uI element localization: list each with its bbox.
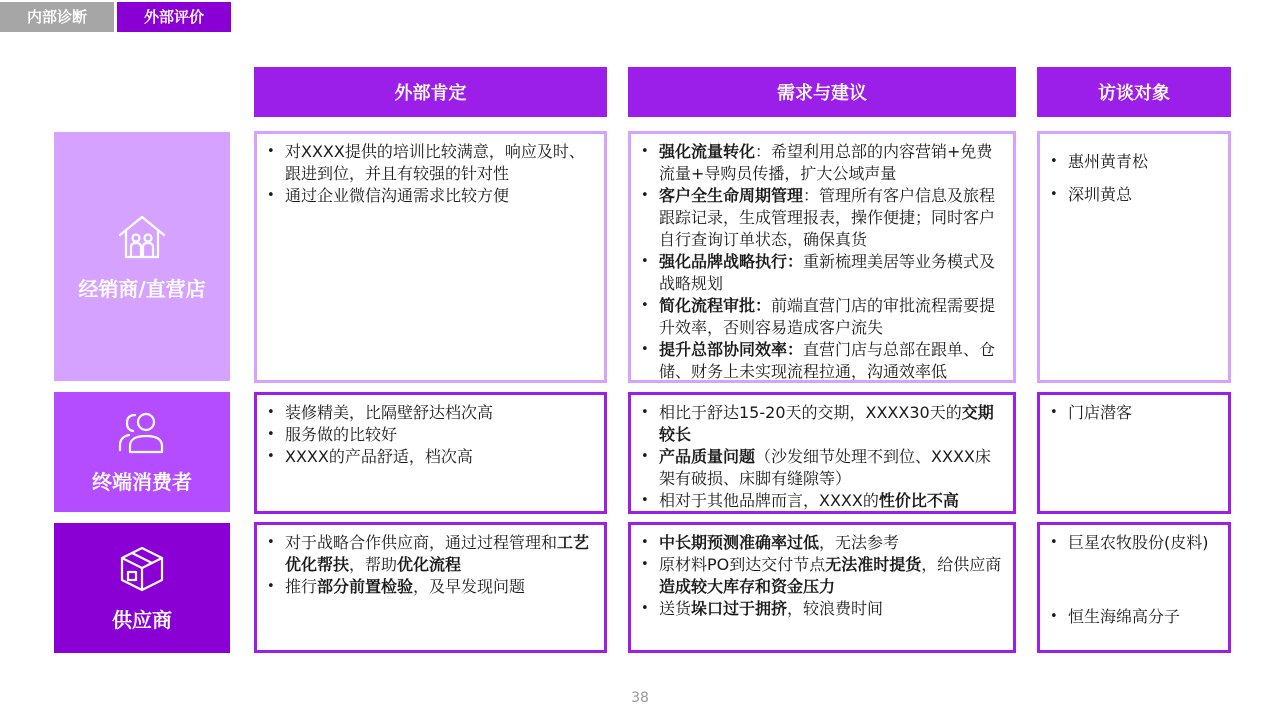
list-item: • XXXX的产品舒适，档次高 [267,446,596,468]
list-suggest-consumers [631,395,1013,512]
list-item: • 相对于其他品牌而言，XXXX的性价比不高 [641,490,1005,512]
list-suggest-suppliers [631,525,1013,620]
interviewee-item: • 巨星农牧股份(皮料) [1050,532,1220,554]
list-item: • 强化流量转化：希望利用总部的内容营销+免费流量+导购员传播，扩大公域声量 [641,141,1005,185]
cell-affirm-dealers [254,131,607,383]
list-item: • 服务做的比较好 [267,424,596,446]
list-item: • 装修精美，比隔壁舒达档次高 [267,402,596,424]
row-label-suppliers [54,523,230,653]
row-label-text: 终端消费者 [92,469,192,494]
people-icon [115,410,169,456]
list-item: • 通过企业微信沟通需求比较方便 [267,185,596,207]
list-item: • 提升总部协同效率：直营门店与总部在跟单、仓储、财务上未实现流程拉通，沟通效率低 [641,339,1005,383]
column-header-interviewees: 访谈对象 [1037,67,1231,117]
box-icon [117,544,167,594]
list-item: • 相比于舒达15-20天的交期，XXXX30天的交期较长 [641,402,1005,446]
list-item: • 对XXXX提供的培训比较满意，响应及时、跟进到位，并且有较强的针对性 [267,141,596,185]
tab-external-evaluation[interactable]: 外部评价 [117,2,231,32]
interviewee-item: • 恒生海绵高分子 [1050,606,1220,628]
list-item: • 产品质量问题（沙发细节处理不到位、XXXX床架有破损、床脚有缝隙等） [641,446,1005,490]
list-item: • 送货垛口过于拥挤，较浪费时间 [641,598,1005,620]
interviewee-item: • 惠州黄青松 [1050,151,1220,173]
list-item: • 中长期预测准确率过低，无法参考 [641,532,1005,554]
page-number: 38 [631,690,649,706]
list-affirm-consumers [257,395,604,468]
list-affirm-dealers [257,134,604,207]
list-interviewees-consumers [1040,395,1228,424]
list-item: • 客户全生命周期管理：管理所有客户信息及旅程跟踪记录，生成管理报表，操作便捷；同时客户自行查询订单状态，确保真货 [641,185,1005,251]
list-item: • 推行部分前置检验，及早发现问题 [267,576,596,598]
cell-interviewees-suppliers [1037,522,1231,653]
row-label-text: 供应商 [112,607,172,632]
interviewee-item: • 门店潜客 [1050,402,1220,424]
column-header-suggestions: 需求与建议 [628,67,1016,117]
cell-suggest-consumers [628,392,1016,514]
cell-suggest-dealers [628,131,1016,383]
list-interviewees-dealers [1040,134,1228,206]
list-suggest-dealers [631,134,1013,383]
list-item: • 原材料PO到达交付节点无法准时提货，给供应商造成较大库存和资金压力 [641,554,1005,598]
cell-suggest-suppliers [628,522,1016,653]
cell-affirm-suppliers [254,522,607,653]
list-interviewees-suppliers [1040,525,1228,628]
row-label-consumers [54,392,230,512]
interviewee-item: • 深圳黄总 [1050,184,1220,206]
row-label-text: 经销商/直营店 [78,277,206,301]
list-item: • 对于战略合作供应商，通过过程管理和工艺优化帮扶，帮助优化流程 [267,532,596,576]
cell-interviewees-consumers [1037,392,1231,514]
house-people-icon [116,211,168,263]
list-affirm-suppliers [257,525,604,598]
cell-affirm-consumers [254,392,607,514]
tab-internal-diagnosis[interactable]: 内部诊断 [0,2,114,32]
row-label-dealers [54,132,230,381]
tab-bar [0,2,231,32]
list-item: • 强化品牌战略执行：重新梳理美居等业务模式及战略规划 [641,251,1005,295]
list-item: • 简化流程审批：前端直营门店的审批流程需要提升效率，否则容易造成客户流失 [641,295,1005,339]
column-header-affirmation: 外部肯定 [254,67,607,117]
cell-interviewees-dealers [1037,131,1231,383]
